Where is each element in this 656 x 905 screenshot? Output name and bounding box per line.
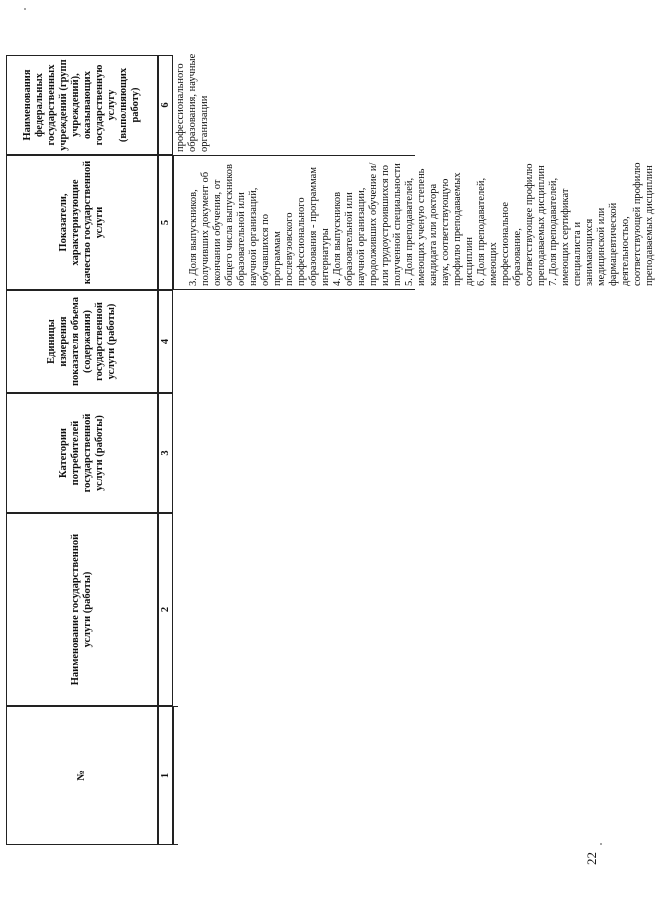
column-number-6: 6 [158, 55, 173, 155]
header-col-5-text: Показатели, характеризующие качество государственной услуги [58, 160, 105, 285]
header-col-6-text: Наименования федеральных государственных учреждений (групп учреждений), оказывающих государственную услугу (выполняющих работу) [22, 59, 141, 151]
column-number-4: 4 [158, 290, 173, 393]
quality-indicators-text: 3. Доля выпускников, получивших документ об окончании обучения, от общего числа выпускников образовательной или научной организаций, обучавшихся по программам послевузовского профессионального образования - программам интернатуры 4. Доля выпускников образовательной или научной организации, продолживших обучение и/или трудоустроившихся по полученной специальности 5. Доля преподавателей, имеющих ученую степень кандидата или доктора наук, соответствующую профилю преподаваемых дисциплин 6. Доля преподавателей, имеющих профессиональное образование, соответствующее профилю преподаваемых дисциплин 7. Доля преподавателей, имеющих сертификат специалиста и занимающихся медицинской или фармацевтической деятельностью, соответствующей профилю преподаваемых дисциплин [188, 162, 655, 286]
page-number: 22 [584, 852, 599, 865]
header-col-3 [6, 393, 158, 513]
scan-speck [24, 8, 26, 10]
scan-speck [600, 843, 602, 845]
header-col-4 [6, 290, 158, 393]
body-cell-5 [173, 155, 655, 290]
body-cell-6-text: профессионального образования, научные организации [175, 53, 210, 152]
header-col-3-text: Категории потребителей государственной услуги (работы) [58, 413, 105, 493]
column-number-1: 1 [158, 706, 173, 845]
header-col-1-text: № [76, 770, 87, 781]
header-col-2-text: Наименование государственной услуги (работы) [70, 533, 93, 686]
body-cell-1 [173, 706, 178, 845]
header-col-5 [6, 155, 158, 290]
services-table [6, 53, 655, 845]
header-col-1 [6, 706, 158, 845]
header-col-4-text: Единицы измерения показателя объема (содержания) государственной услуги (работы) [46, 297, 117, 387]
header-col-6 [6, 55, 158, 155]
column-number-2: 2 [158, 513, 173, 706]
column-number-3: 3 [158, 393, 173, 513]
column-number-5: 5 [158, 155, 173, 290]
header-col-2 [6, 513, 158, 706]
